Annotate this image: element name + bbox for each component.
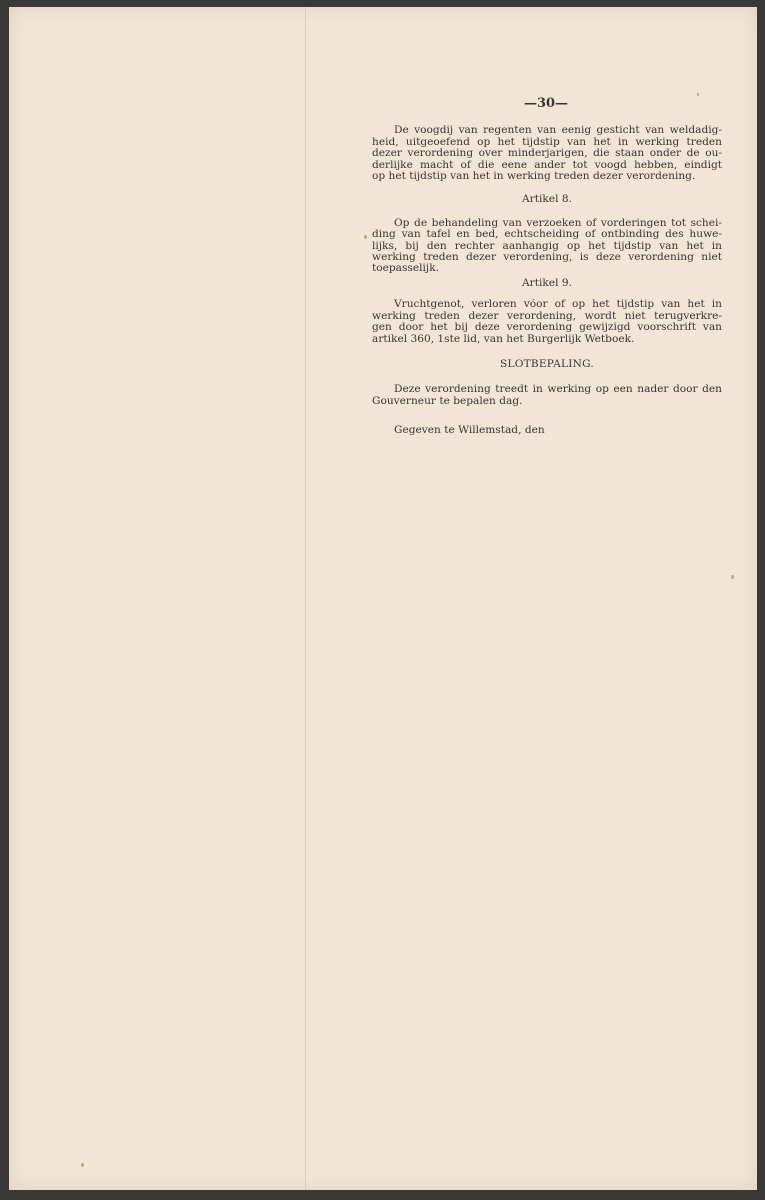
paper-speck [364, 235, 367, 239]
text-line: toepasselijk. [372, 263, 439, 275]
text-line: gen door het bij deze verordening gewijzigd voorschrift van [372, 322, 722, 334]
paragraph-artikel-9 [372, 299, 722, 345]
text-line: werking treden dezer verordening, is deze verordening niet [372, 252, 722, 264]
text-line: heid, uitgeoefend op het tijdstip van het in werking treden [372, 136, 722, 148]
paper-speck [731, 575, 734, 579]
heading-artikel-8: Artikel 8. [522, 193, 572, 206]
text-line: artikel 360, 1ste lid, van het Burgerlijk Wetboek. [372, 333, 635, 345]
heading-artikel-9: Artikel 9. [522, 276, 572, 289]
signature-line: Gegeven te Willemstad, den [394, 424, 545, 437]
text-line: dezer verordening over minderjarigen, die staan onder de ou- [372, 148, 722, 160]
text-line: werking treden dezer verordening, wordt niet terugverkre- [372, 310, 722, 322]
text-line: Vruchtgenot, verloren vóor of op het tijdstip van het in [394, 299, 722, 311]
text-line: ding van tafel en bed, echtscheiding of ontbinding des huwe- [372, 229, 722, 241]
text-line: lijks, bij den rechter aanhangig op het tijdstip van het in [372, 240, 722, 252]
heading-slotbepaling: SLOTBEPALING. [500, 357, 594, 370]
paper-speck [81, 1163, 84, 1167]
text-line: De voogdij van regenten van eenig gesticht van weldadig- [394, 125, 722, 137]
text-line: Deze verordening treedt in werking op een nader door den [394, 384, 722, 396]
text-column [372, 98, 722, 437]
text-line: op het tijdstip van het in werking treden dezer verordening. [372, 171, 696, 183]
text-line: Gouverneur te bepalen dag. [372, 395, 523, 407]
paragraph-slotbepaling [372, 384, 722, 407]
paragraph-artikel-8 [372, 218, 722, 275]
page-number: —30— [523, 96, 569, 111]
fold-crease [305, 7, 306, 1190]
paper-speck [697, 93, 699, 96]
paragraph-voogdij [372, 125, 722, 182]
text-line: derlijke macht of die eene ander tot voogd hebben, eindigt [372, 159, 722, 171]
text-line: Op de behandeling van verzoeken of vorderingen tot schei- [394, 217, 722, 229]
